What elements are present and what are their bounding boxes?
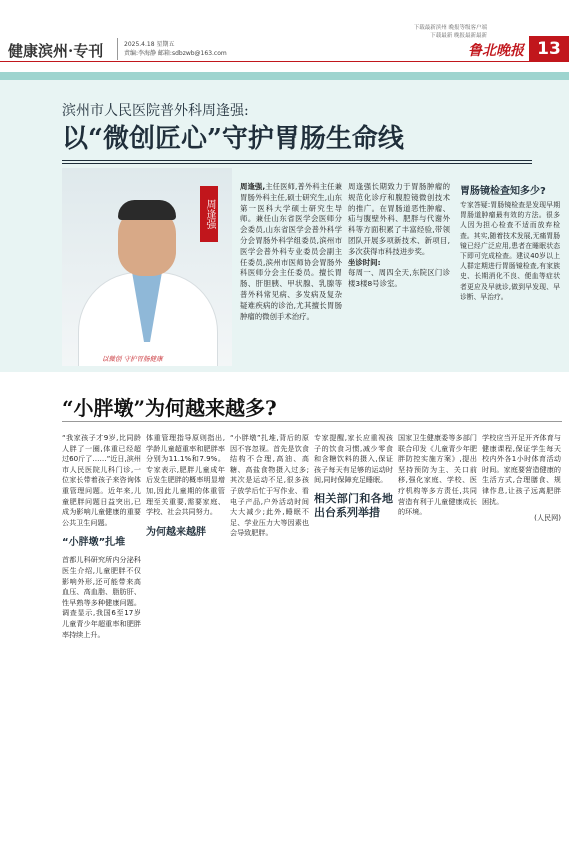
page-number: 13 (529, 36, 569, 62)
feature-column-1 (240, 182, 342, 322)
doctor-photo (62, 168, 232, 366)
feature-col1-text: 主任医师,普外科主任兼胃肠外科主任,硕士研究生,山东第一医科大学硕士研究生导师。兼任山东省医学会医师分会委员,山东省医学会普外科学分会胃肠外科学组委员,滨州市医学会普外科专业委员会副主任委员,滨州市医师协会胃肠外科医师分会主任委员。擅长胃肠、肝胆胰、甲状腺、乳腺等普外科常见病、多发病及复杂疑难疾病的诊治,尤其擅长胃肠肿瘤的微创手术治疗。 (240, 182, 342, 321)
newspaper-logo: 鲁北晚报 (468, 43, 524, 59)
promo-line-1: 下载最新滨州 晚报等级客户端 (413, 25, 487, 31)
subhead-1: “小胖墩”扎堆 (62, 537, 126, 549)
story-col1-text: “我家孩子才9岁,比同龄人胖了一圈,体重已经超过60斤了……”近日,滨州市人民医院儿科门诊,一位家长带着孩子来咨询体重管理问题。近年来,儿童肥胖问题日益突出,已成为影响儿童健康的重要公共卫生问题。 (62, 433, 141, 527)
story-col2-text: 首都儿科研究所内分泌科医生介绍,儿童肥胖不仅影响外形,还可能带来高血压、高血脂、脂肪肝、性早熟等多种健康问题。调查显示,我国6至17岁儿童青少年超重率和肥胖率持续上升。 (62, 555, 141, 639)
story-column-1 (62, 433, 141, 640)
photo-name-badge: 周逢强 (200, 186, 218, 242)
clinic-time: 每周一、周四全天,东院区门诊楼3楼8号诊室。 (348, 268, 450, 289)
feature-col2-text: 周逢强长期致力于胃肠肿瘤的规范化诊疗和腹腔镜微创技术的推广。在胃肠道恶性肿瘤、疝与腹壁外科、肥胖与代谢外科等方面积累了丰富经验,带领团队开展多项新技术、新项目,多次获得市科技进步奖。 (348, 182, 450, 256)
source-credit: (人民网) (534, 513, 561, 523)
section-title: 健康滨州·专刊 (8, 42, 104, 60)
promo-line-2: 下载最新 晚报最新最新 (430, 33, 487, 39)
clinic-label: 坐诊时间: (348, 257, 381, 267)
story-column-6 (482, 433, 561, 524)
header-divider (117, 38, 118, 60)
story-col5-text: 专家提醒,家长应重视孩子的饮食习惯,减少零食和含糖饮料的摄入,保证孩子每天有足够的运动时间,同时保障充足睡眠。 (314, 433, 393, 485)
doctor-name: 周逢强, (240, 182, 266, 191)
story-col6-text: 国家卫生健康委等多部门联合印发《儿童青少年肥胖防控实施方案》,提出坚持预防为主、关口前移,强化家庭、学校、医疗机构等多方责任,共同营造有利于儿童健康成长的环境。 (398, 433, 477, 517)
date-editor (124, 40, 227, 58)
sidebar-text: 专家答疑:胃肠镜检查是发现早期胃肠道肿瘤最有效的方法。很多人因为担心检查不适而放弃检查。其实,随着技术发展,无痛胃肠镜已经广泛应用,患者在睡眠状态下即可完成检查。建议40岁以上人群定期进行胃肠镜检查,有家族史、长期消化不良、便血等症状者更应及早就诊,做到早发现、早诊断、早治疗。 (460, 201, 560, 301)
story-column-4 (314, 433, 393, 526)
feature-headline: 以“微创匠心”守护胃肠生命线 (62, 124, 404, 154)
story-col7-text: 学校应当开足开齐体育与健康课程,保证学生每天校内外各1小时体育活动时间。家庭要营造健康的生活方式,合理膳食、规律作息,让孩子远离肥胖困扰。 (482, 433, 561, 506)
feature-top-strip (0, 72, 569, 80)
sidebar-title: 胃肠镜检查知多少? (460, 186, 546, 197)
date-line: 2025.4.18 星期五 (124, 41, 175, 48)
story-headline: “小胖墩”为何越来越多? (62, 396, 277, 420)
headline-rule (62, 160, 532, 161)
page-header (0, 0, 569, 62)
story-column-2 (146, 433, 225, 545)
headline-rule-2 (62, 163, 532, 164)
header-promo (414, 24, 487, 40)
story-col4-text: “小胖墩”扎堆,背后的原因不容忽视。首先是饮食结构不合理,高油、高糖、高盐食物摄入过多;其次是运动不足,很多孩子放学后忙于写作业、看电子产品,户外活动时间大大减少;此外,睡眠不足、学业压力大等因素也会导致肥胖。 (230, 433, 309, 538)
story-column-3 (230, 433, 309, 539)
subhead-2: 为何越来越胖 (146, 526, 206, 538)
subhead-3: 相关部门和各地出台系列举措 (314, 491, 393, 519)
editor-line: 责编:李海静 邮箱:sdbzwb@163.com (124, 50, 227, 57)
doctor-hair (118, 200, 176, 220)
story-col3-text: 体重管理指导原则指出,学龄儿童超重率和肥胖率分别为11.1%和7.9%。专家表示,肥胖儿童成年后发生肥胖的概率明显增加,因此儿童期的体重管理至关重要,需要家庭、学校、社会共同努力。 (146, 433, 225, 517)
feature-kicker: 滨州市人民医院普外科周逢强: (62, 103, 249, 119)
feature-column-2 (348, 182, 450, 290)
story-rule (62, 421, 562, 422)
photo-caption: 以微创 守护胃肠健康 (102, 355, 163, 363)
story-column-5 (398, 433, 477, 518)
header-rule (0, 61, 569, 62)
